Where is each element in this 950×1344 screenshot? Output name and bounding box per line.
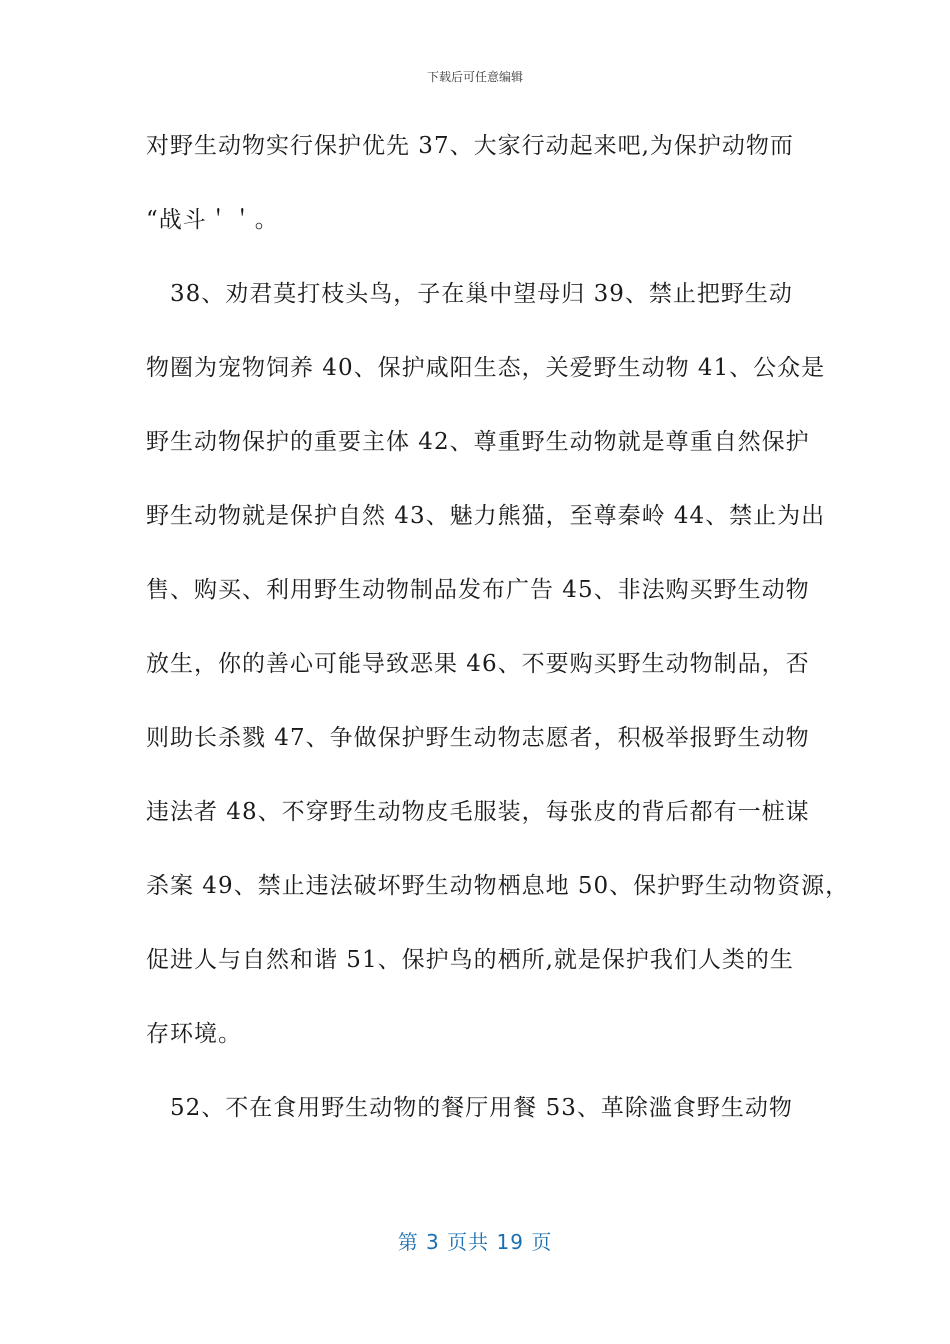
text-line-2: “战斗＇＇。 [146,207,279,233]
text-line-3: 38、劝君莫打枝头鸟，子在巢中望母归 39、禁止把野生动 [146,281,793,307]
text-line-7: 售、购买、利用野生动物制品发布广告 45、非法购买野生动物 [146,577,810,603]
page-suffix: 页 [531,1230,553,1254]
text-line-12: 促进人与自然和谐 51、保护鸟的栖所,就是保护我们人类的生 [146,947,794,973]
text-line-11: 杀案 49、禁止违法破坏野生动物栖息地 50、保护野生动物资源， [146,873,850,899]
page-total: 19 [496,1230,524,1254]
page-current: 3 [426,1230,440,1254]
text-line-10: 违法者 48、不穿野生动物皮毛服装，每张皮的背后都有一桩谋 [146,799,810,825]
text-line-6: 野生动物就是保护自然 43、魅力熊猫，至尊秦岭 44、禁止为出 [146,503,826,529]
text-line-5: 野生动物保护的重要主体 42、尊重野生动物就是尊重自然保护 [146,429,810,455]
page-header-note: 下载后可任意编辑 [426,70,523,84]
text-line-1: 对野生动物实行保护优先 37、大家行动起来吧,为保护动物而 [146,133,794,159]
text-line-4: 物圈为宠物饲养 40、保护咸阳生态，关爱野生动物 41、公众是 [146,355,826,381]
text-line-14: 52、不在食用野生动物的餐厅用餐 53、革除滥食野生动物 [146,1095,793,1121]
document-body [146,126,850,1162]
text-line-9: 则助长杀戮 47、争做保护野生动物志愿者，积极举报野生动物 [146,725,810,751]
text-line-8: 放生，你的善心可能导致恶果 46、不要购买野生动物制品，否 [146,651,810,677]
page-prefix: 第 [397,1230,419,1254]
text-line-13: 存环境。 [146,1021,242,1047]
page-middle: 页共 [447,1230,490,1254]
page-number-footer [0,1226,950,1255]
